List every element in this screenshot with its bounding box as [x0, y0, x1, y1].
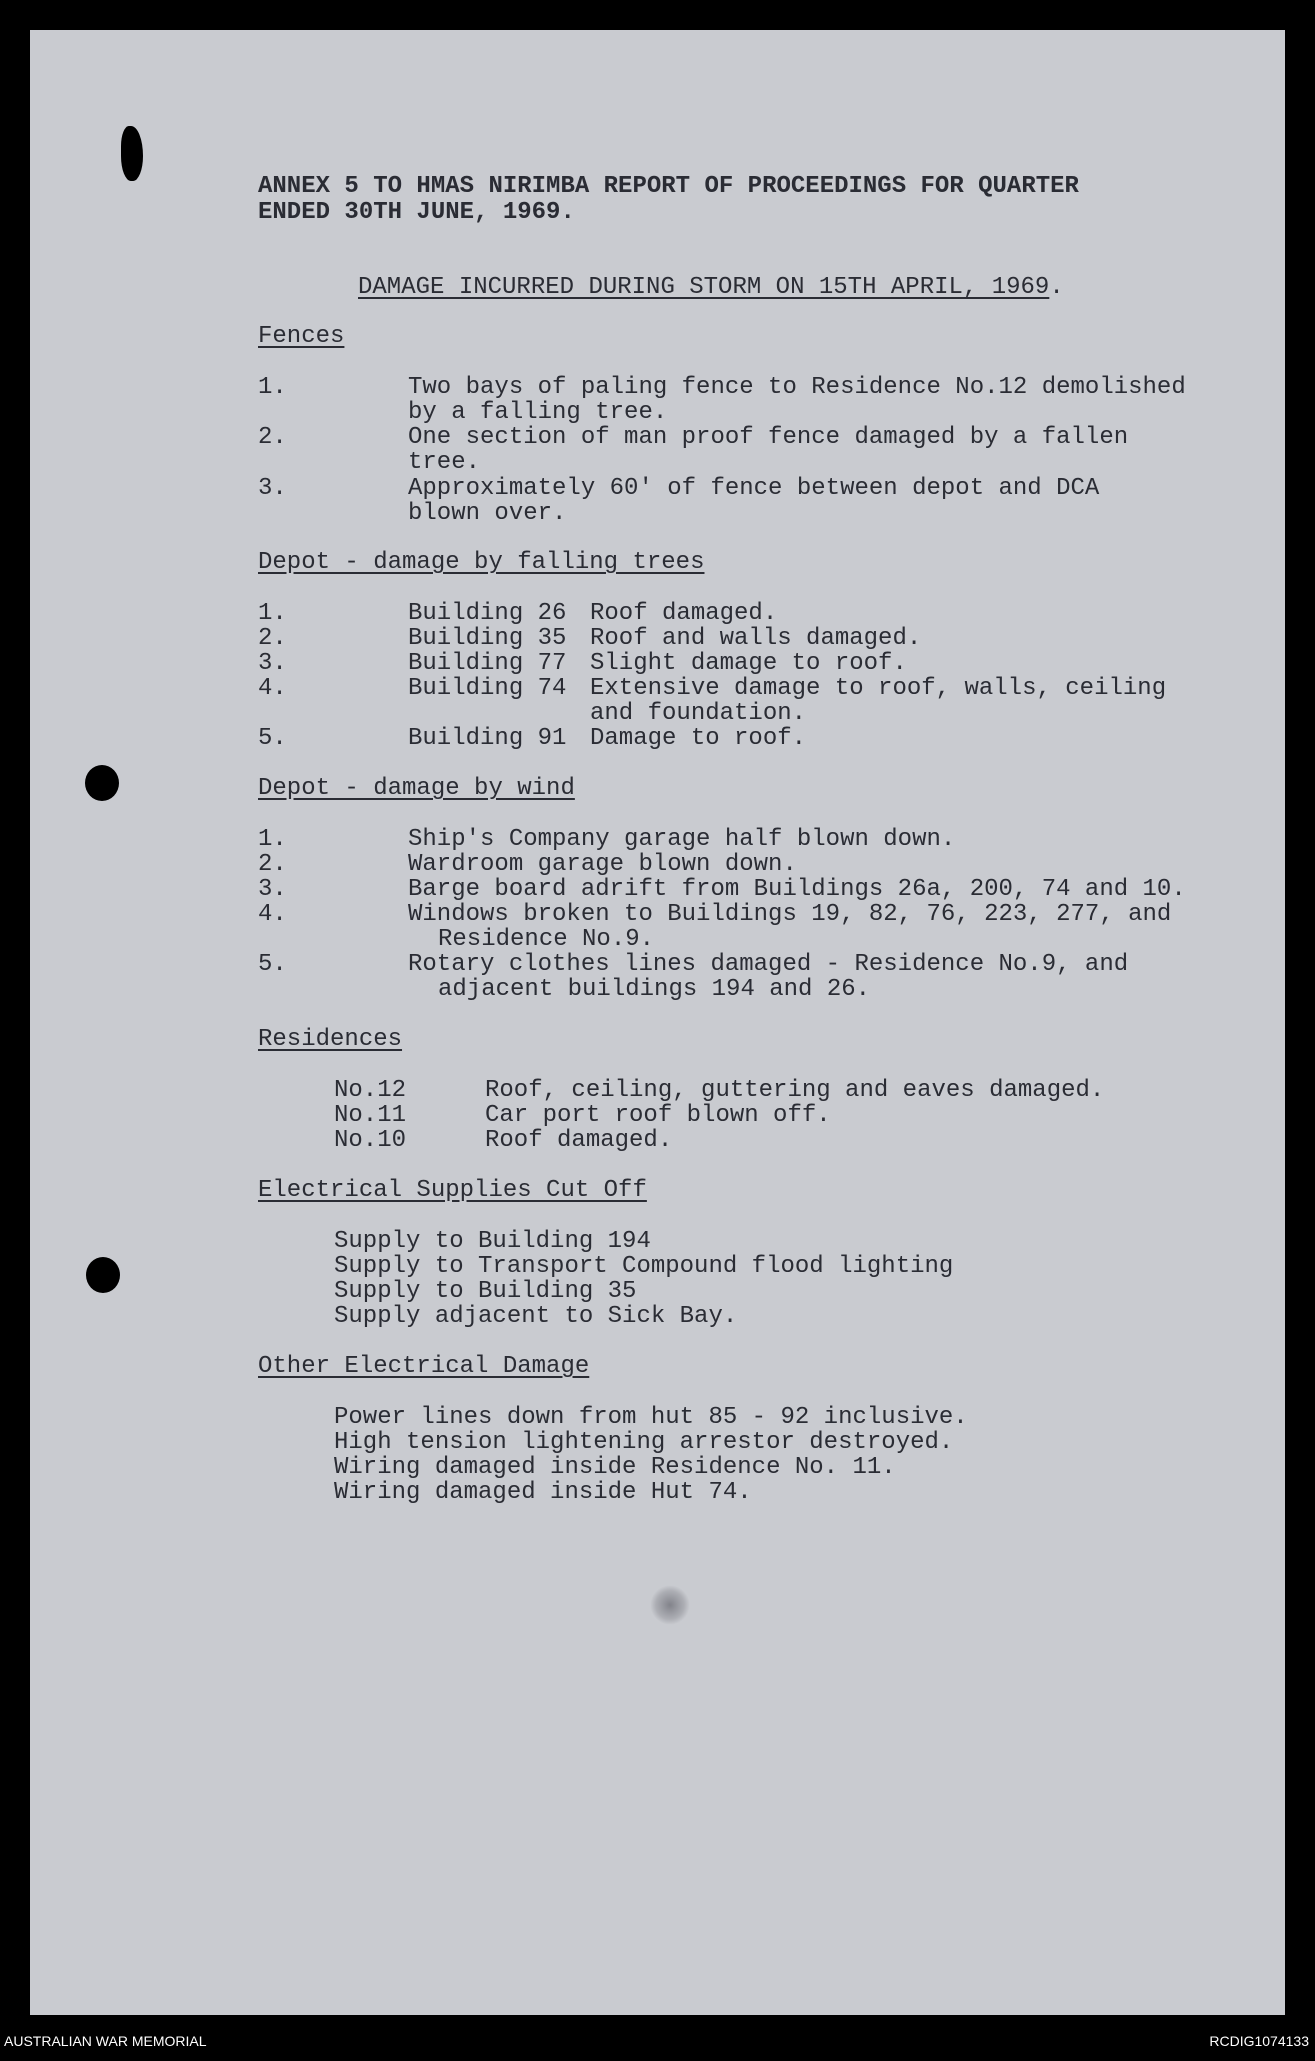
residence-desc: Roof, ceiling, guttering and eaves damaged.	[485, 1077, 1105, 1104]
residence-desc: Car port roof blown off.	[485, 1102, 831, 1129]
tree-item-building: Building 91	[408, 725, 567, 752]
section-heading-fences: Fences	[258, 323, 345, 350]
wind-item-text: Windows broken to Buildings 19, 82, 76, 223, 277, and	[408, 901, 1172, 928]
tree-item-desc: Extensive damage to roof, walls, ceiling	[590, 675, 1167, 702]
section-heading-electrical: Electrical Supplies Cut Off	[258, 1177, 647, 1204]
wind-item-text: Wardroom garage blown down.	[408, 851, 797, 878]
electrical-item: Supply to Building 35	[334, 1278, 637, 1305]
electrical-item: Supply to Transport Compound flood lighting	[334, 1253, 954, 1280]
section-heading-residences: Residences	[258, 1026, 403, 1053]
page-title-period: .	[1049, 274, 1064, 301]
tree-item-desc: Roof damaged.	[590, 600, 778, 627]
tree-item-desc: Damage to roof.	[590, 725, 807, 752]
tree-item-desc: Roof and walls damaged.	[590, 625, 922, 652]
tree-item-desc: and foundation.	[590, 700, 807, 727]
header-line-1: ANNEX 5 TO HMAS NIRIMBA REPORT OF PROCEEDINGS FOR QUARTER	[258, 173, 1079, 200]
tree-item-building: Building 77	[408, 650, 567, 677]
page-title	[358, 275, 1064, 301]
other-electrical-item: Wiring damaged inside Residence No. 11.	[334, 1454, 896, 1481]
tree-item-building: Building 26	[408, 600, 567, 627]
wind-item-number: 5.	[258, 951, 287, 978]
wind-item-number: 3.	[258, 876, 287, 903]
tree-item-building: Building 74	[408, 675, 567, 702]
tree-item-number: 5.	[258, 725, 287, 752]
tree-item-number: 4.	[258, 675, 287, 702]
fence-item-text: Approximately 60' of fence between depot and DCA	[408, 475, 1100, 502]
fence-item-text: One section of man proof fence damaged by a fallen	[408, 424, 1129, 451]
residence-number: No.11	[334, 1102, 407, 1129]
fence-item-number: 2.	[258, 424, 287, 451]
fence-item-text: blown over.	[408, 500, 567, 527]
residence-number: No.12	[334, 1077, 407, 1104]
other-electrical-item: Power lines down from hut 85 - 92 inclusive.	[334, 1404, 968, 1431]
page-title-text: DAMAGE INCURRED DURING STORM ON 15TH APRIL, 1969	[358, 274, 1050, 301]
fence-item-number: 1.	[258, 374, 287, 401]
tree-item-desc: Slight damage to roof.	[590, 650, 907, 677]
residence-desc: Roof damaged.	[485, 1127, 673, 1154]
fence-item-text: Two bays of paling fence to Residence No.12 demolished	[408, 374, 1186, 401]
tree-item-number: 3.	[258, 650, 287, 677]
wind-item-text: Residence No.9.	[438, 926, 655, 953]
wind-item-text: Barge board adrift from Buildings 26a, 200, 74 and 10.	[408, 876, 1186, 903]
tree-item-building: Building 35	[408, 625, 567, 652]
section-heading-depot-trees: Depot - damage by falling trees	[258, 549, 705, 576]
footer-source: AUSTRALIAN WAR MEMORIAL	[4, 2033, 207, 2049]
electrical-item: Supply adjacent to Sick Bay.	[334, 1303, 738, 1330]
tree-item-number: 2.	[258, 625, 287, 652]
fence-item-text: tree.	[408, 449, 481, 476]
residence-number: No.10	[334, 1127, 407, 1154]
wind-item-number: 1.	[258, 826, 287, 853]
other-electrical-item: Wiring damaged inside Hut 74.	[334, 1479, 752, 1506]
fence-item-number: 3.	[258, 475, 287, 502]
fence-item-text: by a falling tree.	[408, 399, 668, 426]
other-electrical-item: High tension lightening arrestor destroyed.	[334, 1429, 954, 1456]
header-line-2: ENDED 30TH JUNE, 1969.	[258, 199, 575, 226]
wind-item-text: Rotary clothes lines damaged - Residence No.9, and	[408, 951, 1129, 978]
wind-item-number: 4.	[258, 901, 287, 928]
wind-item-text: Ship's Company garage half blown down.	[408, 826, 956, 853]
section-heading-other-electrical: Other Electrical Damage	[258, 1353, 590, 1380]
wind-item-text: adjacent buildings 194 and 26.	[438, 976, 871, 1003]
footer-id: RCDIG1074133	[1209, 2033, 1309, 2049]
wind-item-number: 2.	[258, 851, 287, 878]
electrical-item: Supply to Building 194	[334, 1228, 651, 1255]
tree-item-number: 1.	[258, 600, 287, 627]
section-heading-depot-wind: Depot - damage by wind	[258, 775, 575, 802]
